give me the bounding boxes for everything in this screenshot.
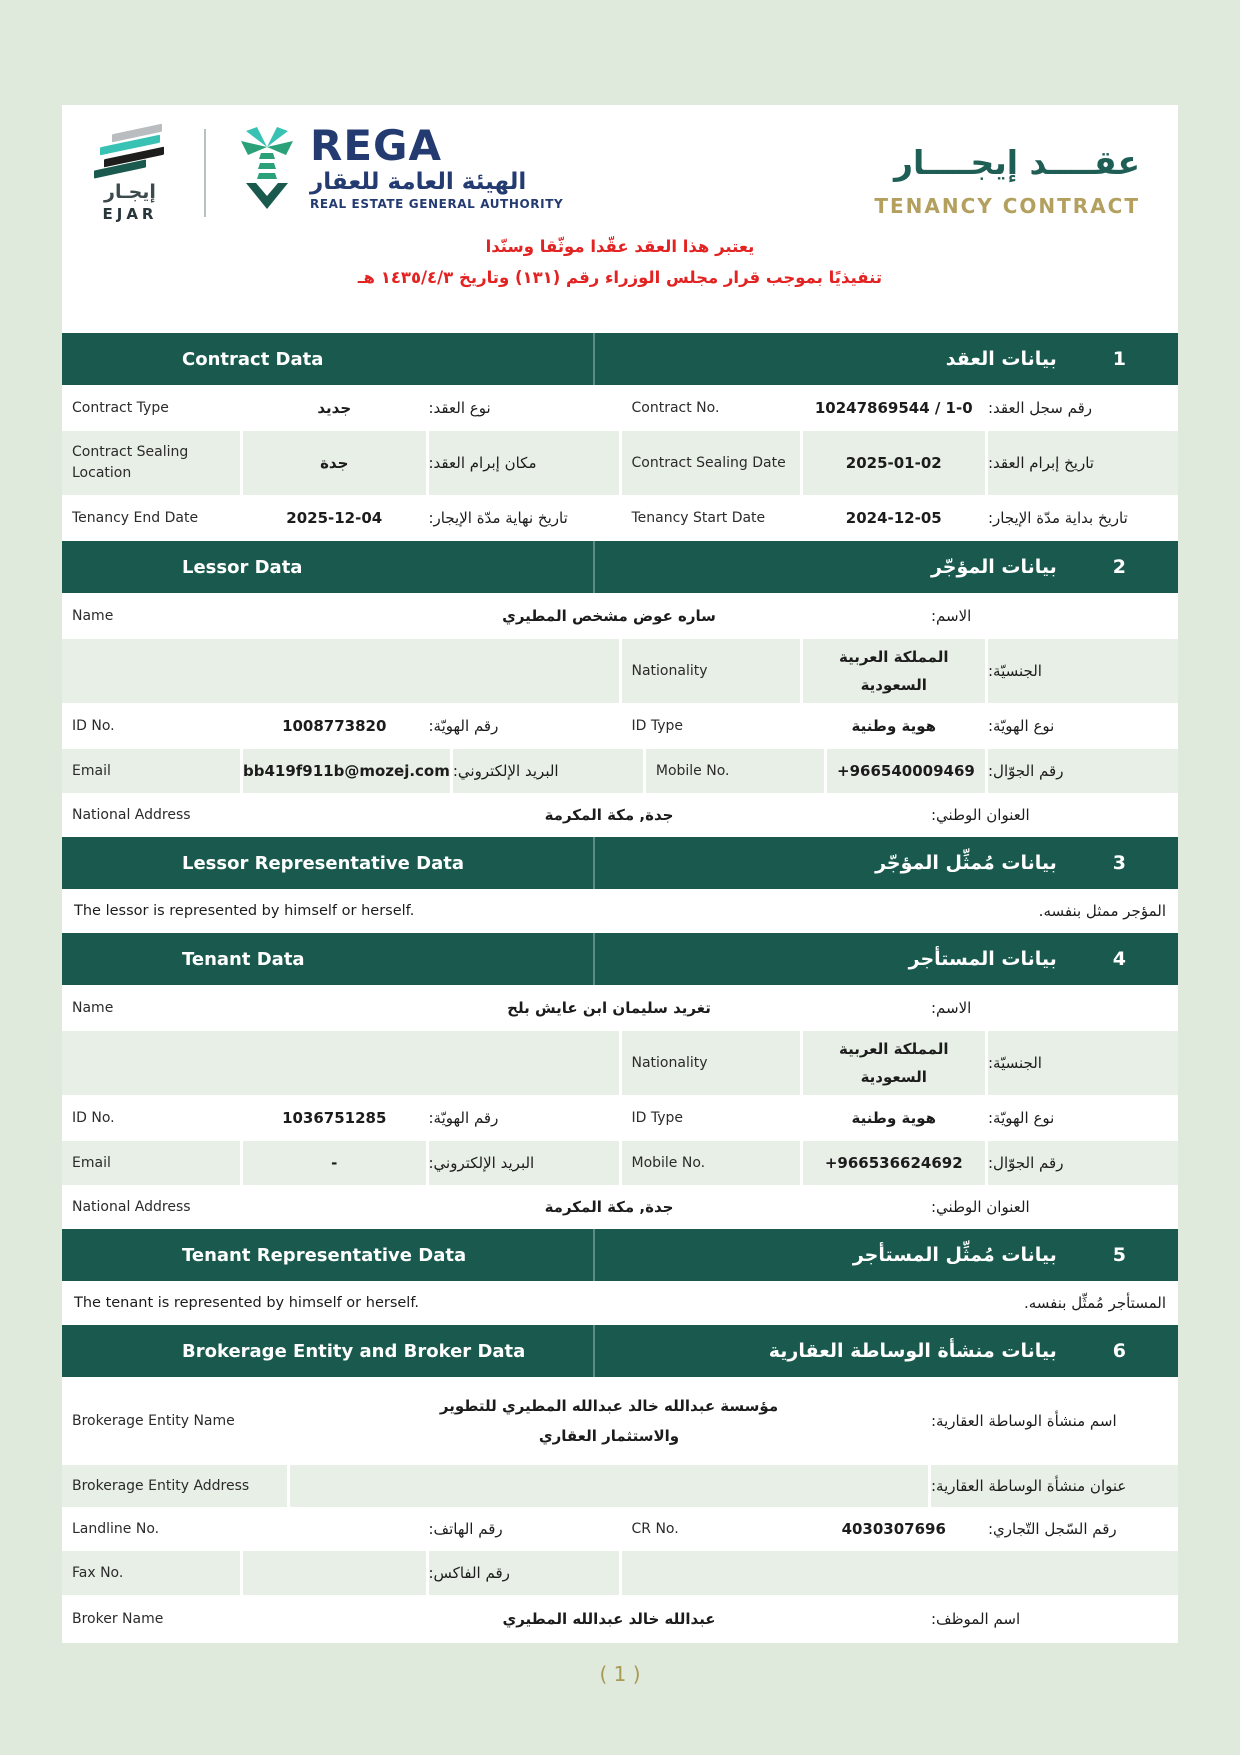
tenant-representative-note-row bbox=[62, 1281, 1178, 1325]
field-label-ar: رقم الهويّة: bbox=[429, 703, 619, 749]
field-value: 1008773820 bbox=[243, 703, 426, 749]
field-label-ar: عنوان منشأة الوساطة العقارية: bbox=[931, 1465, 1178, 1507]
field-value: 1036751285 bbox=[243, 1095, 426, 1141]
field-label-ar: الاسم: bbox=[931, 593, 1178, 639]
rega-palm-icon bbox=[234, 125, 300, 213]
field-value: +966536624692 bbox=[803, 1141, 986, 1185]
field-value: تغريد سليمان ابن عايش بلح bbox=[290, 985, 928, 1031]
field-value: - bbox=[243, 1141, 426, 1185]
field-label-en: ID Type bbox=[622, 1095, 800, 1141]
field-value: المملكة العربية السعودية bbox=[803, 639, 986, 703]
document-header bbox=[62, 105, 1178, 333]
section-5-title-arabic: بيانات مُمثِّل المستأجر bbox=[852, 1244, 1057, 1266]
note-arabic: المؤجر ممثل بنفسه. bbox=[1038, 902, 1166, 920]
section-3-header bbox=[62, 837, 1178, 889]
section-1-title-english: Contract Data bbox=[182, 348, 324, 370]
lessor-nationality-row bbox=[62, 639, 1178, 703]
field-label-ar: رقم الجوّال: bbox=[988, 749, 1178, 793]
brokerage-entity-address-row bbox=[62, 1465, 1178, 1507]
rega-logo bbox=[234, 121, 564, 213]
logo-divider bbox=[204, 129, 206, 217]
section-3-title-english: Lessor Representative Data bbox=[182, 852, 464, 874]
note-english: The lessor is represented by himself or herself. bbox=[74, 903, 415, 919]
field-value: المملكة العربية السعودية bbox=[803, 1031, 986, 1095]
section-1-number: 1 bbox=[1112, 348, 1126, 370]
field-label-ar: العنوان الوطني: bbox=[931, 1185, 1178, 1229]
section-5-title-english: Tenant Representative Data bbox=[182, 1244, 467, 1266]
field-value: جديد bbox=[243, 385, 426, 431]
field-value: جدة bbox=[243, 431, 426, 495]
field-label-en: National Address bbox=[62, 793, 287, 837]
field-label-ar: تاريخ إبرام العقد: bbox=[988, 431, 1178, 495]
field-label-en: Fax No. bbox=[62, 1551, 240, 1595]
field-label-ar: رقم الهاتف: bbox=[429, 1507, 619, 1551]
field-value: 4030307696 bbox=[803, 1507, 986, 1551]
field-label-en: ID No. bbox=[62, 1095, 240, 1141]
rega-arabic-name: الهيئة العامة للعقار bbox=[310, 169, 527, 195]
field-value: 10247869544 / 1-0 bbox=[803, 385, 986, 431]
field-value bbox=[243, 1551, 426, 1595]
field-value: جدة, مكة المكرمة bbox=[290, 1185, 928, 1229]
lessor-national-address-row bbox=[62, 793, 1178, 837]
field-label-en: Mobile No. bbox=[622, 1141, 800, 1185]
field-value: عبدالله خالد عبدالله المطيري bbox=[290, 1595, 928, 1643]
field-label-ar: تاريخ بداية مدّة الإيجار: bbox=[988, 495, 1178, 541]
field-label-ar: اسم منشأة الوساطة العقارية: bbox=[931, 1377, 1178, 1465]
section-4-number: 4 bbox=[1112, 948, 1126, 970]
section-5-header bbox=[62, 1229, 1178, 1281]
contract-card bbox=[62, 105, 1178, 1643]
field-label-ar: نوع العقد: bbox=[429, 385, 619, 431]
tenancy-dates-row bbox=[62, 495, 1178, 541]
section-3-title-arabic: بيانات مُمثِّل المؤجّر bbox=[875, 852, 1057, 874]
section-4-title-arabic: بيانات المستأجر bbox=[908, 948, 1057, 970]
field-label-en: ID Type bbox=[622, 703, 800, 749]
field-label-en: Email bbox=[62, 1141, 240, 1185]
field-label-ar: نوع الهويّة: bbox=[988, 703, 1178, 749]
section-4-header bbox=[62, 933, 1178, 985]
section-6-title-arabic: بيانات منشأة الوساطة العقارية bbox=[768, 1340, 1057, 1362]
tenant-nationality-row bbox=[62, 1031, 1178, 1095]
field-label-ar: الاسم: bbox=[931, 985, 1178, 1031]
section-6-header bbox=[62, 1325, 1178, 1377]
lessor-name-row bbox=[62, 593, 1178, 639]
field-label-ar: رقم سجل العقد: bbox=[988, 385, 1178, 431]
section-2-number: 2 bbox=[1112, 556, 1126, 578]
field-label-ar: نوع الهويّة: bbox=[988, 1095, 1178, 1141]
broker-name-row bbox=[62, 1595, 1178, 1643]
field-value: +966540009469 bbox=[827, 749, 985, 793]
section-5-number: 5 bbox=[1112, 1244, 1126, 1266]
contract-sealing-row bbox=[62, 431, 1178, 495]
field-label-en: Contract No. bbox=[622, 385, 800, 431]
contract-title-block bbox=[874, 143, 1140, 218]
brokerage-entity-name-row bbox=[62, 1377, 1178, 1465]
field-label-ar: الجنسيّة: bbox=[988, 1031, 1178, 1095]
field-label-ar: رقم الفاكس: bbox=[429, 1551, 619, 1595]
lessor-representative-note-row bbox=[62, 889, 1178, 933]
note-english: The tenant is represented by himself or herself. bbox=[74, 1295, 419, 1311]
tenant-contact-row bbox=[62, 1141, 1178, 1185]
ejar-stripes-icon bbox=[90, 129, 170, 173]
field-label-en: Nationality bbox=[622, 1031, 800, 1095]
ejar-logo-latin: EJAR bbox=[102, 205, 158, 223]
field-label-ar: رقم الجوّال: bbox=[988, 1141, 1178, 1185]
section-2-header bbox=[62, 541, 1178, 593]
field-label-en: Landline No. bbox=[62, 1507, 240, 1551]
fax-row bbox=[62, 1551, 1178, 1595]
field-label-en: Contract Type bbox=[62, 385, 240, 431]
field-value: مؤسسة عبدالله خالد عبدالله المطيري للتطوير والاستثمار العقاري bbox=[290, 1377, 928, 1465]
field-label-en: Name bbox=[62, 593, 287, 639]
notice-line-2: تنفيذيًا بموجب قرار مجلس الوزراء رقم (١٣١) وتاريخ ١٤٣٥/٤/٣ هـ bbox=[357, 268, 883, 288]
field-label-ar: تاريخ نهاية مدّة الإيجار: bbox=[429, 495, 619, 541]
field-label-ar: رقم السّجل التّجاري: bbox=[988, 1507, 1178, 1551]
field-label-ar: الجنسيّة: bbox=[988, 639, 1178, 703]
field-label-en: Email bbox=[62, 749, 240, 793]
field-value: 2025-01-02 bbox=[803, 431, 986, 495]
field-label-en: CR No. bbox=[622, 1507, 800, 1551]
note-arabic: المستأجر مُمثِّل بنفسه. bbox=[1023, 1294, 1166, 1312]
field-label-ar: البريد الإلكتروني: bbox=[453, 749, 643, 793]
legal-notice bbox=[62, 231, 1178, 294]
field-label-en: Tenancy Start Date bbox=[622, 495, 800, 541]
field-label-en: Broker Name bbox=[62, 1595, 287, 1643]
field-label-ar: رقم الهويّة: bbox=[429, 1095, 619, 1141]
contract-title-arabic: عقــــد إيجــــار bbox=[894, 143, 1140, 182]
field-label-en: Tenancy End Date bbox=[62, 495, 240, 541]
section-3-number: 3 bbox=[1112, 852, 1126, 874]
page-number: ( 1 ) bbox=[599, 1662, 641, 1686]
landline-cr-row bbox=[62, 1507, 1178, 1551]
notice-line-1: يعتبر هذا العقد عقّدا موثّقا وسنّدا bbox=[485, 237, 755, 256]
rega-wordmark: REGA bbox=[310, 121, 443, 170]
field-label-en: Name bbox=[62, 985, 287, 1031]
section-1-header bbox=[62, 333, 1178, 385]
field-label-en: National Address bbox=[62, 1185, 287, 1229]
field-label-ar: اسم الموظف: bbox=[931, 1595, 1178, 1643]
field-value bbox=[290, 1465, 928, 1507]
field-value: هوية وطنية bbox=[803, 1095, 986, 1141]
section-2-title-arabic: بيانات المؤجّر bbox=[930, 556, 1057, 578]
contract-title-english: TENANCY CONTRACT bbox=[874, 194, 1140, 218]
section-6-title-english: Brokerage Entity and Broker Data bbox=[182, 1340, 526, 1362]
ejar-logo bbox=[90, 129, 170, 223]
section-4-title-english: Tenant Data bbox=[182, 948, 305, 970]
field-value: 2024-12-05 bbox=[803, 495, 986, 541]
tenant-national-address-row bbox=[62, 1185, 1178, 1229]
field-label-ar: البريد الإلكتروني: bbox=[429, 1141, 619, 1185]
field-label-en: Contract Sealing Date bbox=[622, 431, 800, 495]
field-label-en: Nationality bbox=[622, 639, 800, 703]
field-label-en: Brokerage Entity Address bbox=[62, 1465, 287, 1507]
lessor-id-row bbox=[62, 703, 1178, 749]
tenant-id-row bbox=[62, 1095, 1178, 1141]
section-2-title-english: Lessor Data bbox=[182, 556, 303, 578]
lessor-contact-row bbox=[62, 749, 1178, 793]
field-label-en: ID No. bbox=[62, 703, 240, 749]
rega-wordmark-block bbox=[310, 121, 564, 211]
ejar-logo-arabic: إيجـار bbox=[104, 181, 156, 203]
section-1-title-arabic: بيانات العقد bbox=[945, 348, 1057, 370]
contract-type-row bbox=[62, 385, 1178, 431]
section-6-number: 6 bbox=[1112, 1340, 1126, 1362]
field-value: bb419f911b@mozej.com bbox=[243, 749, 450, 793]
field-value: ساره عوض مشخص المطيري bbox=[290, 593, 928, 639]
field-label-ar: مكان إبرام العقد: bbox=[429, 431, 619, 495]
tenant-name-row bbox=[62, 985, 1178, 1031]
field-value: جدة, مكة المكرمة bbox=[290, 793, 928, 837]
field-value: 2025-12-04 bbox=[243, 495, 426, 541]
field-value bbox=[243, 1507, 426, 1551]
rega-english-name: REAL ESTATE GENERAL AUTHORITY bbox=[310, 197, 564, 211]
field-label-en: Contract Sealing Location bbox=[62, 431, 240, 495]
field-label-en: Brokerage Entity Name bbox=[62, 1377, 287, 1465]
field-label-ar: العنوان الوطني: bbox=[931, 793, 1178, 837]
field-label-en: Mobile No. bbox=[646, 749, 824, 793]
field-value: هوية وطنية bbox=[803, 703, 986, 749]
